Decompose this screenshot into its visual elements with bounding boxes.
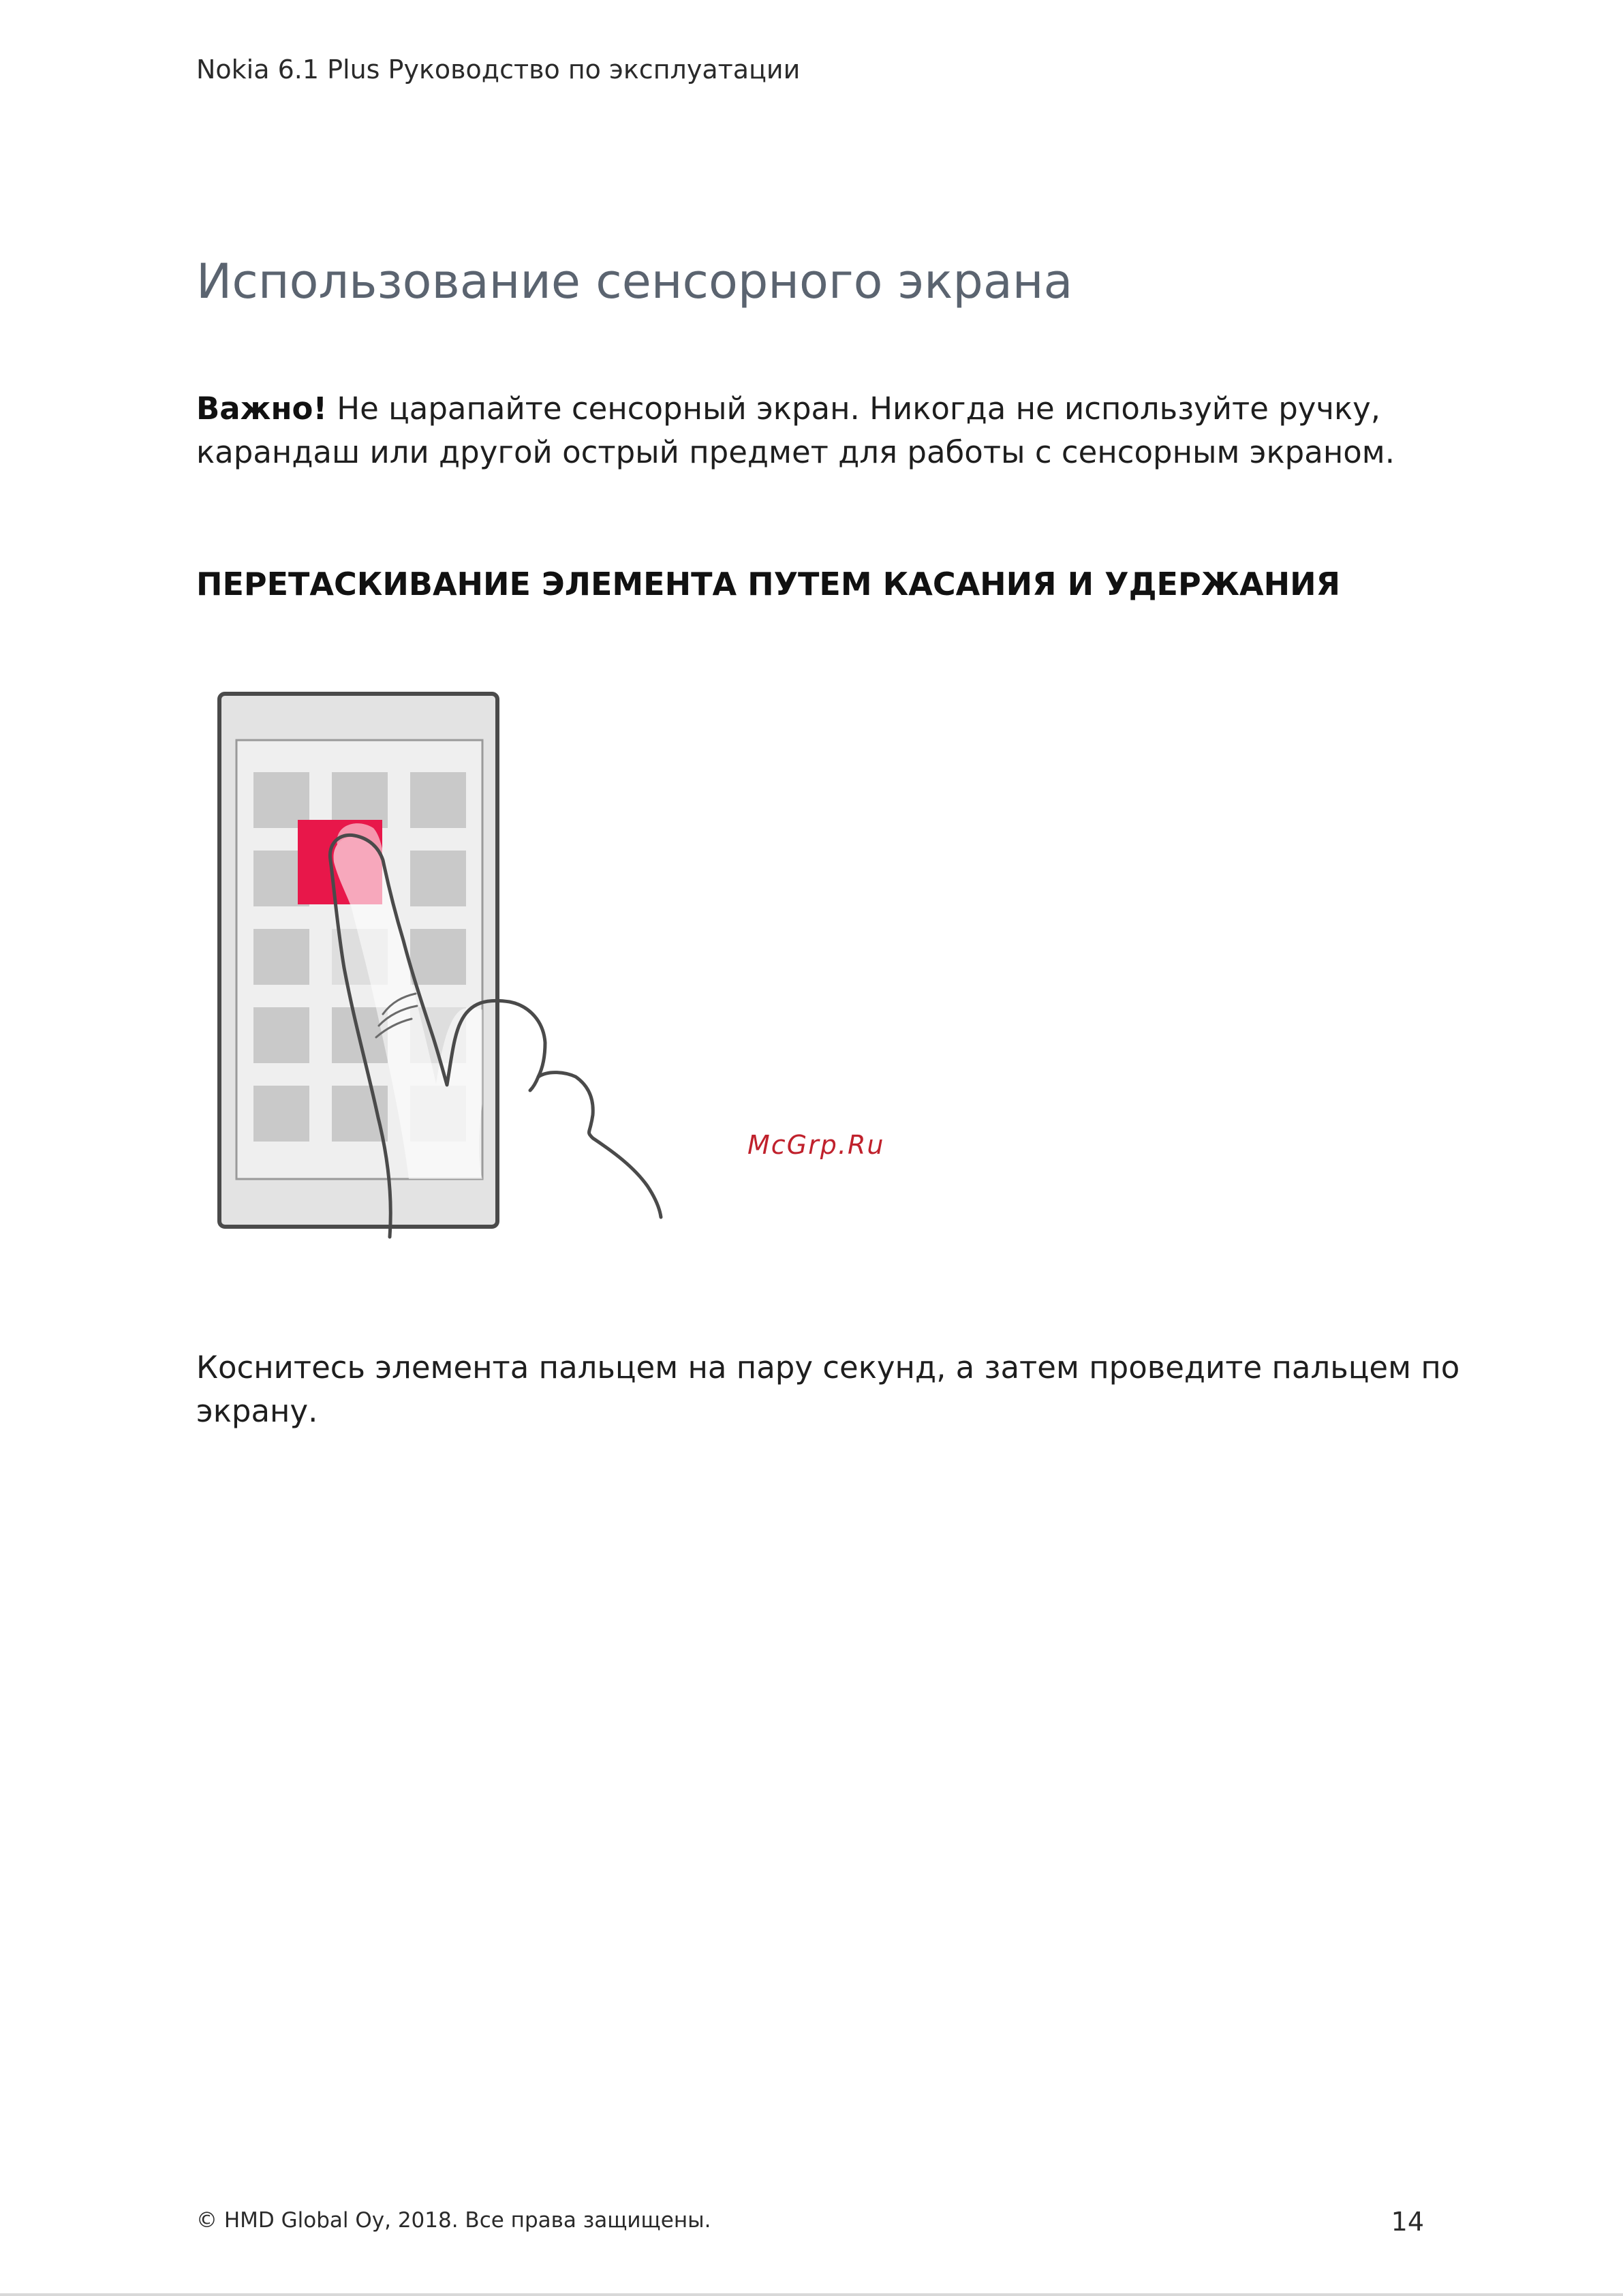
app-tile <box>253 1086 309 1142</box>
important-label: Важно! <box>196 391 327 427</box>
section-title: Использование сенсорного экрана <box>196 254 1073 309</box>
app-tile <box>253 929 309 985</box>
drag-gesture-illustration <box>204 682 736 1247</box>
page-number: 14 <box>1391 2207 1424 2237</box>
app-tile <box>410 772 466 828</box>
app-tile <box>332 772 388 828</box>
app-tile <box>253 772 309 828</box>
important-note <box>196 387 1491 474</box>
thumb-crease <box>530 1077 538 1090</box>
bottom-rule <box>0 2293 1623 2296</box>
subsection-heading: ПЕРЕТАСКИВАНИЕ ЭЛЕМЕНТА ПУТЕМ КАСАНИЯ И УДЕРЖАНИЯ <box>196 566 1341 602</box>
running-header: Nokia 6.1 Plus Руководство по эксплуатации <box>196 55 801 85</box>
app-tile <box>410 851 466 906</box>
instruction-text: Коснитесь элемента пальцем на пару секунд, а затем проведите пальцем по экрану. <box>196 1349 1460 1429</box>
app-tile <box>410 929 466 985</box>
important-text: Не царапайте сенсорный экран. Никогда не используйте ручку, карандаш или другой острый предмет для работы с сенсорным экраном. <box>196 391 1395 470</box>
app-tile <box>332 1086 388 1142</box>
footer-copyright: © HMD Global Oy, 2018. Все права защищены. <box>196 2208 711 2233</box>
watermark: McGrp.Ru <box>747 1130 885 1160</box>
app-tile <box>253 1007 309 1063</box>
